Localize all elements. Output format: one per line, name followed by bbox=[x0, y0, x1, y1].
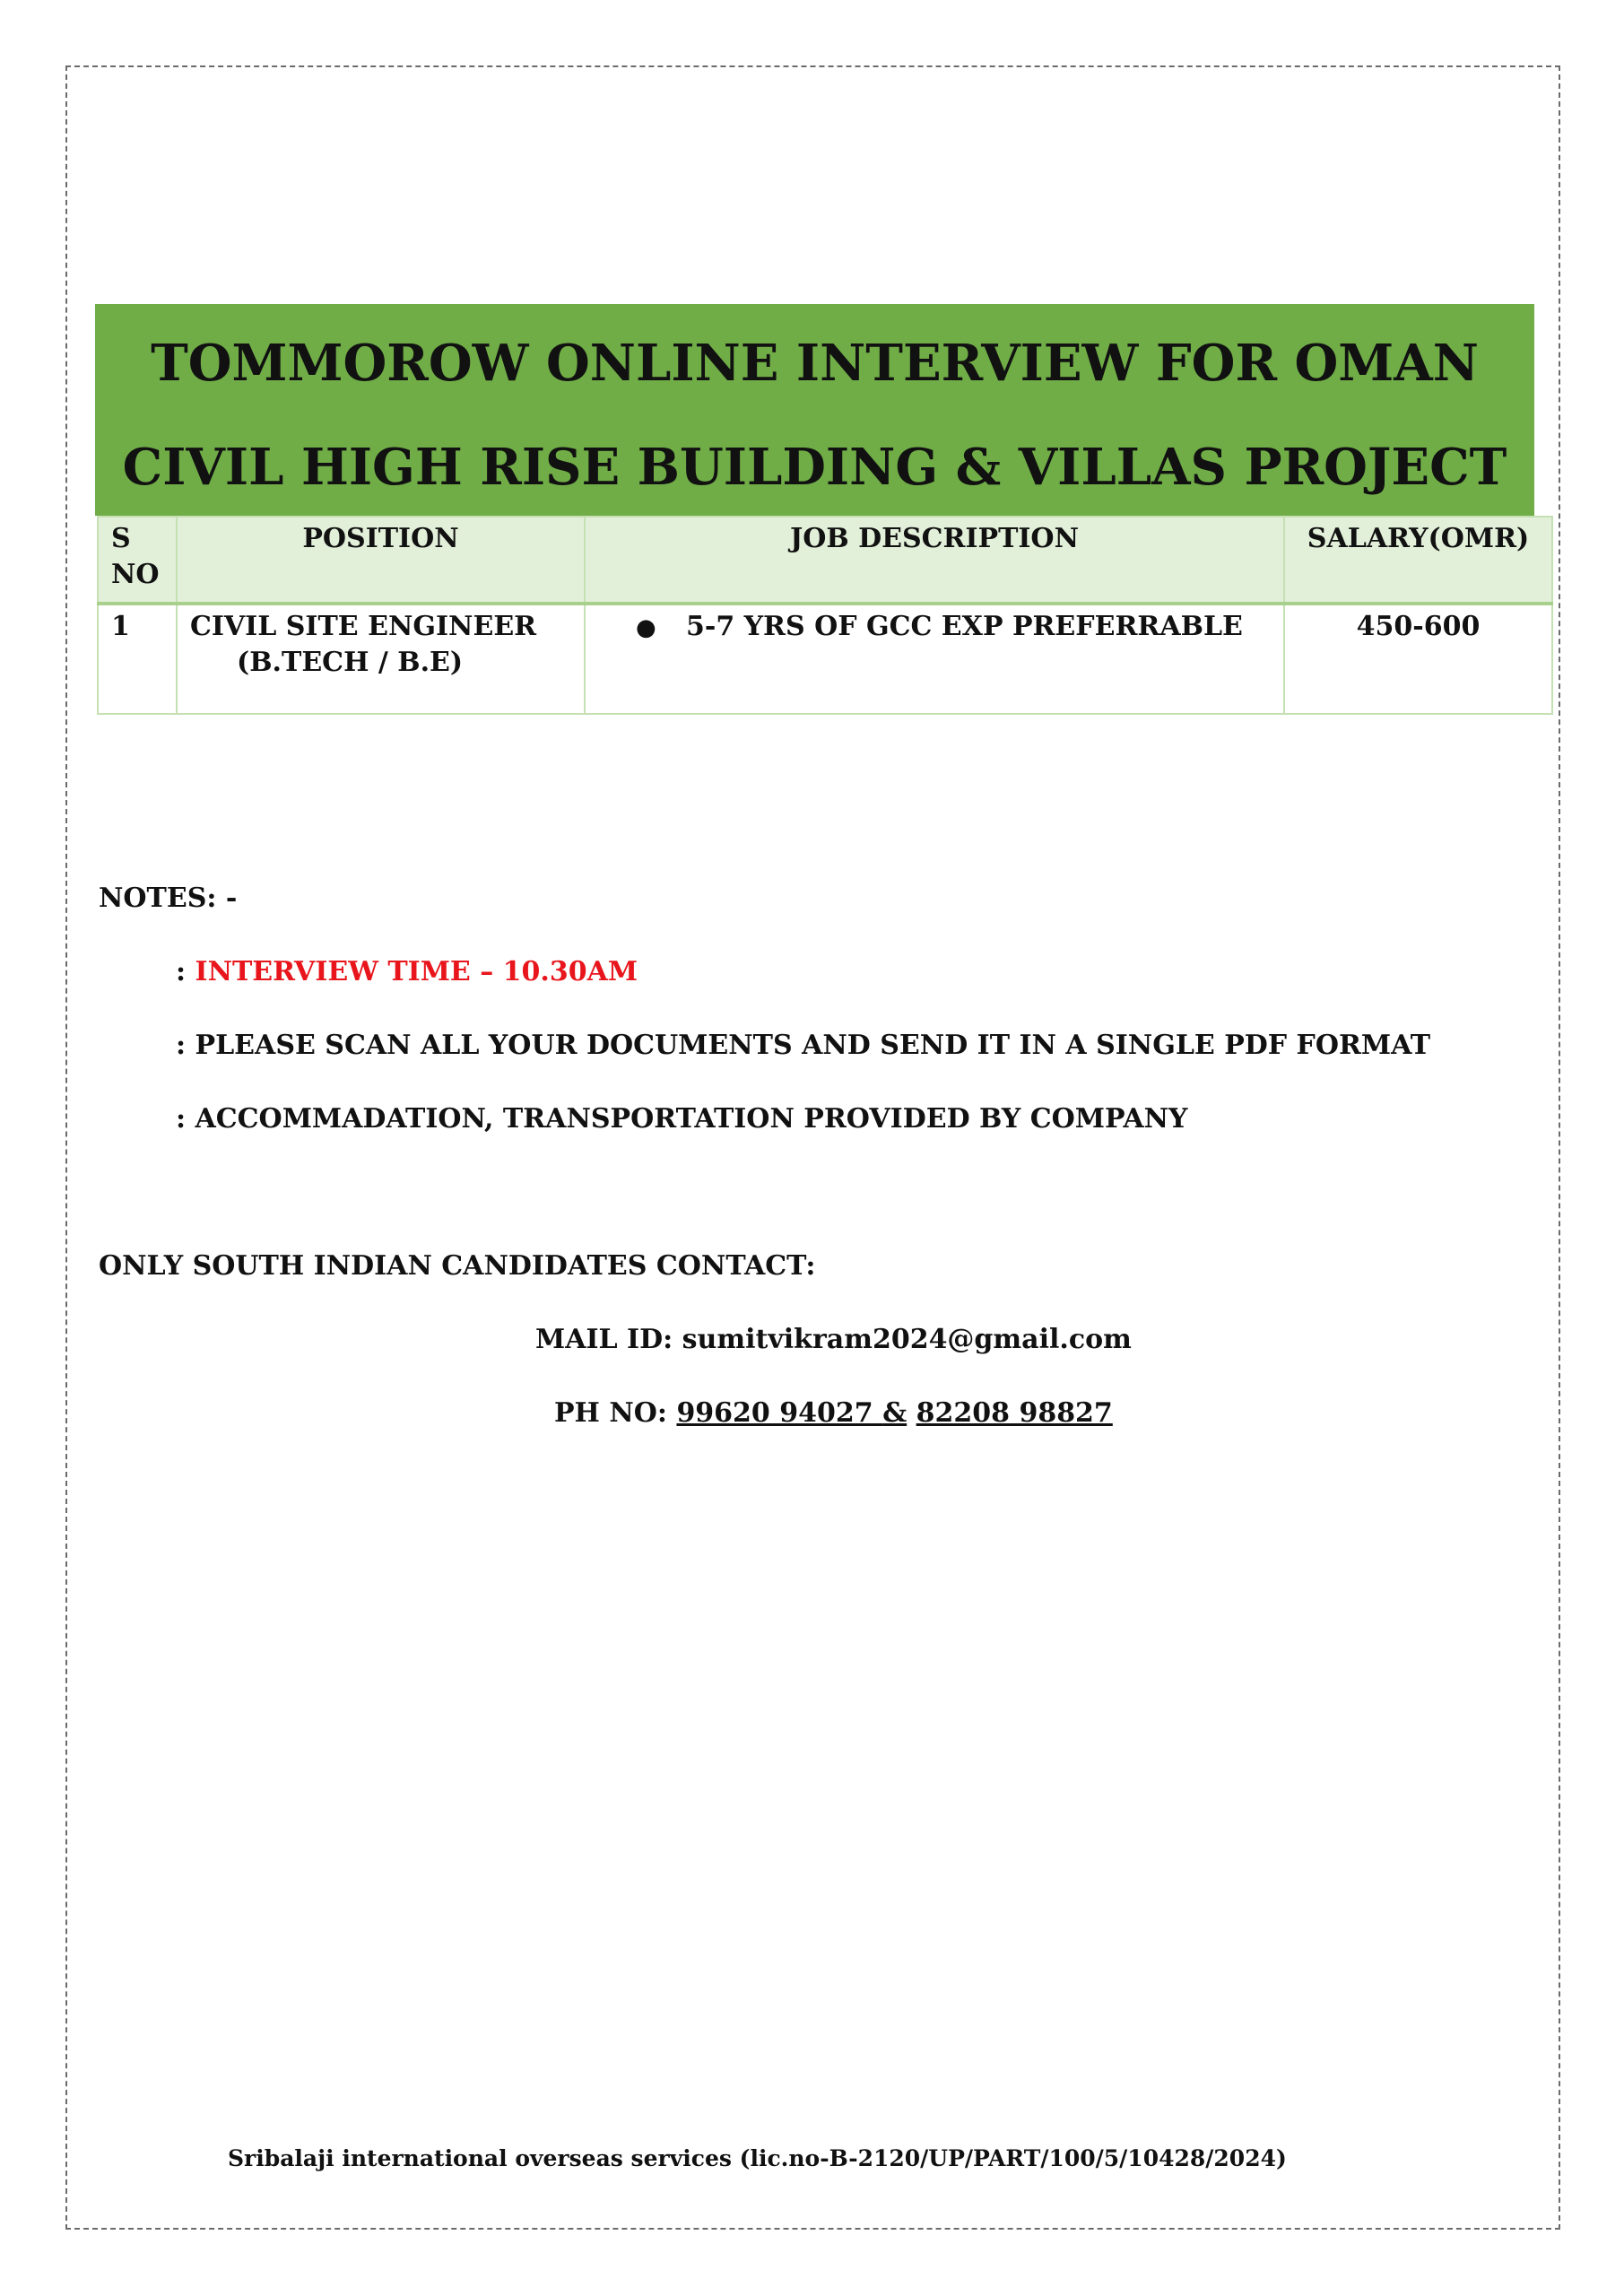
table-row bbox=[98, 604, 1552, 714]
note-item-documents bbox=[176, 1028, 1430, 1064]
phone-number-2[interactable]: 82208 98827 bbox=[916, 1397, 1113, 1429]
phone-number-1[interactable]: 99620 94027 bbox=[676, 1397, 883, 1429]
jobs-table bbox=[97, 516, 1553, 715]
note-prefix: : bbox=[176, 956, 187, 987]
contact-phone bbox=[554, 1396, 1113, 1431]
position-qualification: (B.TECH / B.E) bbox=[237, 647, 464, 678]
position-title: CIVIL SITE ENGINEER bbox=[190, 611, 537, 642]
header-job-description: JOB DESCRIPTION bbox=[585, 517, 1284, 604]
header-sno-line1: S bbox=[111, 523, 131, 554]
table-header-row bbox=[98, 517, 1552, 604]
mail-label: MAIL ID: bbox=[535, 1324, 673, 1355]
cell-salary: 450-600 bbox=[1284, 604, 1552, 714]
header-position: POSITION bbox=[177, 517, 585, 604]
header-salary: SALARY(OMR) bbox=[1284, 517, 1552, 604]
note-item-interview-time bbox=[176, 954, 638, 990]
header-sno-line2: NO bbox=[111, 559, 160, 590]
description-text: 5-7 YRS OF GCC EXP PREFERRABLE bbox=[686, 611, 1243, 642]
phone-label: PH NO: bbox=[554, 1397, 667, 1429]
notes-heading: NOTES: - bbox=[99, 883, 238, 914]
banner-title-line2: CIVIL HIGH RISE BUILDING & VILLAS PROJECT bbox=[122, 438, 1507, 497]
title-banner bbox=[95, 304, 1534, 516]
note-item-accommodation bbox=[176, 1101, 1187, 1137]
bullet-icon: ● bbox=[636, 614, 656, 641]
note-prefix: : bbox=[176, 1103, 187, 1135]
header-sno bbox=[98, 517, 177, 604]
cell-description bbox=[585, 604, 1284, 714]
cell-sno: 1 bbox=[98, 604, 177, 714]
accommodation-text: ACCOMMADATION, TRANSPORTATION PROVIDED BY COMPANY bbox=[195, 1103, 1188, 1135]
footer-company-license: Sribalaji international overseas services (lic.no-B-2120/UP/PART/100/5/10428/2024) bbox=[228, 2145, 1287, 2171]
interview-time-text: INTERVIEW TIME – 10.30AM bbox=[195, 956, 638, 987]
mail-value[interactable]: sumitvikram2024@gmail.com bbox=[682, 1324, 1132, 1355]
contact-heading: ONLY SOUTH INDIAN CANDIDATES CONTACT: bbox=[99, 1250, 816, 1282]
cell-position bbox=[177, 604, 585, 714]
note-prefix: : bbox=[176, 1030, 187, 1061]
phone-separator: & bbox=[882, 1397, 908, 1429]
contact-mail bbox=[535, 1322, 1132, 1358]
documents-text: PLEASE SCAN ALL YOUR DOCUMENTS AND SEND IT IN A SINGLE PDF FORMAT bbox=[195, 1030, 1431, 1061]
banner-title-line1: TOMMOROW ONLINE INTERVIEW FOR OMAN bbox=[151, 334, 1479, 393]
